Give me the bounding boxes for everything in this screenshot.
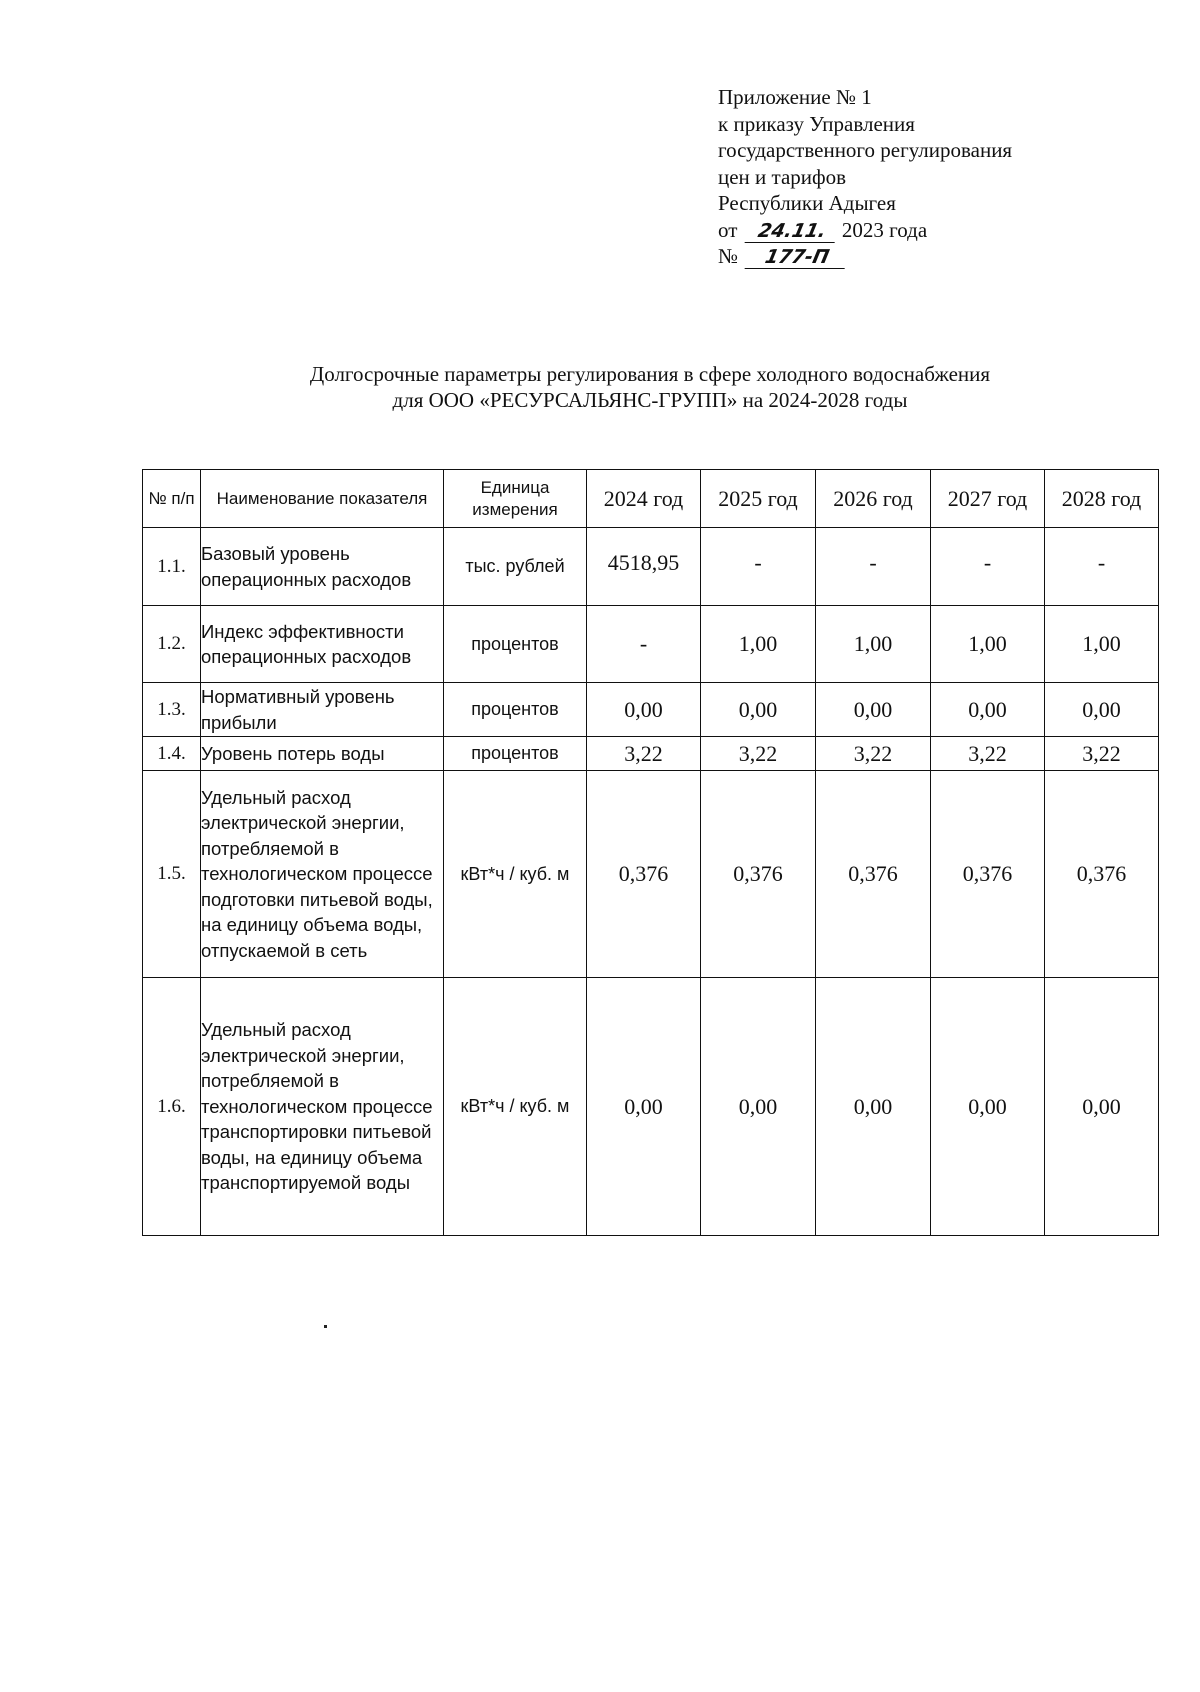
table-row [143,683,1159,737]
date-suffix: 2023 года [841,217,928,242]
header-year-2025: 2025 год [701,470,816,528]
value-cell: 1,00 [1045,606,1159,683]
number-prefix: № [718,244,739,268]
table-row [143,771,1159,978]
header-num: № п/п [143,470,201,528]
value-cell: 0,376 [1045,771,1159,978]
appendix-line: цен и тарифов [718,164,847,189]
value-cell: 3,22 [701,737,816,771]
indicator-name: Удельный расход электрической энергии, потребляемой в технологическом процессе подготовки питьевой воды, на единицу объема воды, отпускаемой в сеть [201,771,444,978]
unit-cell: процентов [444,606,587,683]
value-cell: - [1045,528,1159,606]
handwritten-number: 177-П [745,246,850,269]
handwritten-date: 24.11. [744,220,839,243]
table-row [143,606,1159,683]
value-cell: 3,22 [1045,737,1159,771]
value-cell: 0,00 [931,978,1045,1236]
value-cell: 0,376 [701,771,816,978]
value-cell: 0,376 [587,771,701,978]
table-row [143,978,1159,1236]
title-line: Долгосрочные параметры регулирования в сфере холодного водоснабжения [309,362,991,386]
unit-cell: процентов [444,737,587,771]
appendix-line: Приложение № 1 [718,85,872,109]
table-header-row [143,470,1159,528]
indicator-name: Удельный расход электрической энергии, потребляемой в технологическом процессе транспортировки питьевой воды, на единицу объема транспортируемой воды [201,978,444,1236]
header-year-2026: 2026 год [816,470,931,528]
indicator-name: Уровень потерь воды [201,737,444,771]
value-cell: 0,00 [816,978,931,1236]
header-unit: Единица измерения [444,470,587,528]
value-cell: 0,00 [587,978,701,1236]
header-year-2028: 2028 год [1045,470,1159,528]
value-cell: 3,22 [816,737,931,771]
value-cell: 0,00 [931,683,1045,737]
value-cell: - [587,606,701,683]
appendix-line: Республики Адыгея [718,191,896,215]
table-row [143,737,1159,771]
date-prefix: от [718,217,738,242]
value-cell: 3,22 [587,737,701,771]
indicator-name: Индекс эффективности операционных расходов [201,606,444,683]
value-cell: 0,00 [1045,683,1159,737]
unit-cell: кВт*ч / куб. м [444,978,587,1236]
row-number: 1.2. [143,606,201,683]
appendix-number-line [718,243,1138,270]
appendix-line: к приказу Управления [718,111,915,136]
value-cell: 0,376 [816,771,931,978]
value-cell: 3,22 [931,737,1045,771]
value-cell: 0,00 [587,683,701,737]
header-name: Наименование показателя [201,470,444,528]
indicator-name: Базовый уровень операционных расходов [201,528,444,606]
value-cell: 1,00 [816,606,931,683]
value-cell: - [931,528,1045,606]
value-cell: 0,00 [1045,978,1159,1236]
value-cell: 0,00 [816,683,931,737]
appendix-line: государственного регулирования [718,138,1013,162]
appendix-date-line [718,217,1138,244]
header-year-2027: 2027 год [931,470,1045,528]
value-cell: 0,376 [931,771,1045,978]
header-year-2024: 2024 год [587,470,701,528]
unit-cell: кВт*ч / куб. м [444,771,587,978]
row-number: 1.3. [143,683,201,737]
document-title [150,361,1150,413]
unit-cell: процентов [444,683,587,737]
value-cell: 1,00 [931,606,1045,683]
parameters-table [142,469,1159,1236]
value-cell: 1,00 [701,606,816,683]
value-cell: - [701,528,816,606]
title-line: для ООО «РЕСУРСАЛЬЯНС-ГРУПП» на 2024-2028 годы [392,388,908,412]
row-number: 1.1. [143,528,201,606]
table-row [143,528,1159,606]
row-number: 1.6. [143,978,201,1236]
row-number: 1.4. [143,737,201,771]
unit-cell: тыс. рублей [444,528,587,606]
value-cell: 0,00 [701,683,816,737]
scan-speck [324,1325,327,1328]
value-cell: - [816,528,931,606]
value-cell: 4518,95 [587,528,701,606]
appendix-block [718,84,1138,270]
value-cell: 0,00 [701,978,816,1236]
row-number: 1.5. [143,771,201,978]
indicator-name: Нормативный уровень прибыли [201,683,444,737]
